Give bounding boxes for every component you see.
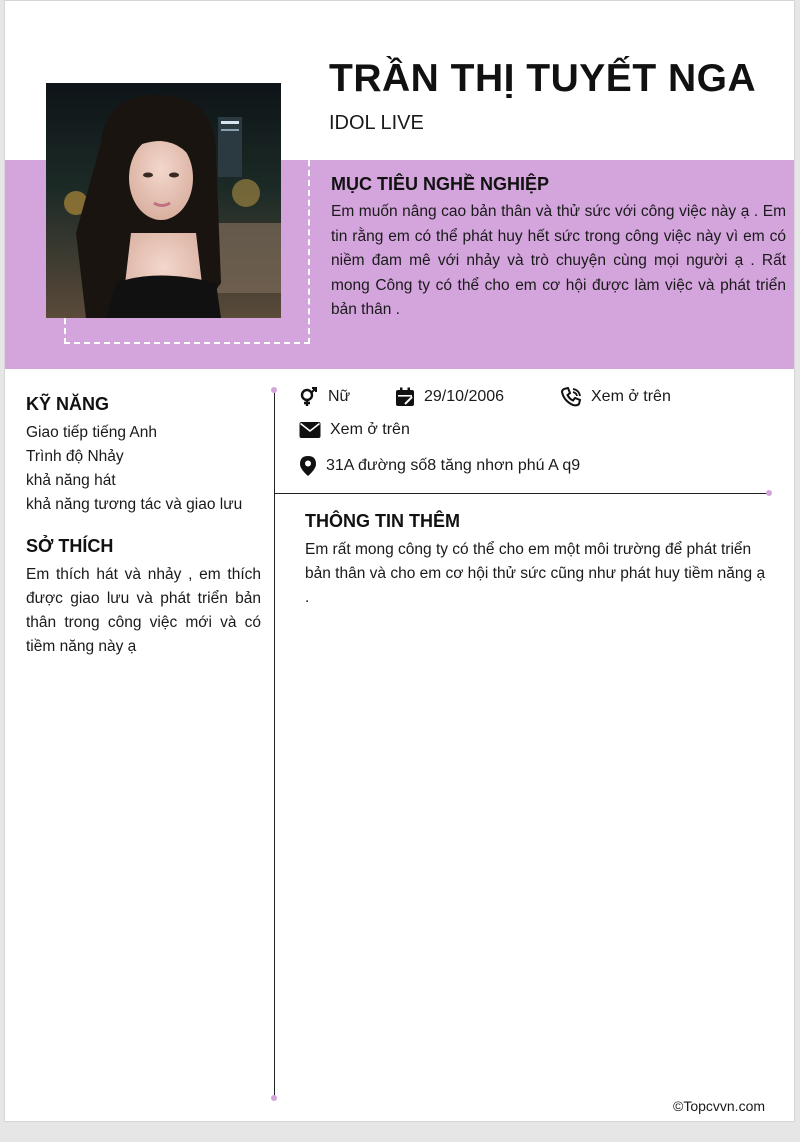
skill-item: khả năng hát <box>26 472 116 489</box>
email-value: Xem ở trên <box>330 421 410 438</box>
skills-title: KỸ NĂNG <box>26 394 110 414</box>
extra-info-title: THÔNG TIN THÊM <box>305 511 460 531</box>
birthday-row <box>395 387 504 407</box>
email-row <box>299 421 410 439</box>
candidate-role: IDOL LIVE <box>329 112 424 134</box>
email-icon <box>299 421 321 439</box>
extra-info-text: Em rất mong công ty có thể cho em một môi trường để phát triển bản thân và cho em cơ hội thử sức cũng như phát huy tiềm năng ạ . <box>305 541 766 606</box>
gender-value: Nữ <box>328 388 351 405</box>
phone-value: Xem ở trên <box>591 388 671 405</box>
cv-page <box>4 0 795 1122</box>
divider-dot <box>766 490 772 496</box>
timeline-dot-bottom <box>271 1095 277 1101</box>
objective-text: Em muốn nâng cao bản thân và thử sức với công việc này ạ . Em tin rằng em có thể phát huy hết sức trong công việc này vì em có niềm đam mê với nhảy và trò chuyện cùng mọi người ạ . Rất mong Công ty có thể cho em cơ hội được làm việc và phát triển bản thân . <box>331 203 786 318</box>
section-divider <box>275 493 769 494</box>
hobbies-title: SỞ THÍCH <box>26 536 114 556</box>
candidate-name: TRẦN THỊ TUYẾT NGA <box>329 57 757 100</box>
timeline-dot-top <box>271 387 277 393</box>
objective-title: MỤC TIÊU NGHỀ NGHIỆP <box>331 174 550 194</box>
gender-row <box>299 387 350 407</box>
hobbies-text: Em thích hát và nhảy , em thích được giao lưu và phát triển bản thân trong công việc mới và có tiềm năng này ạ <box>26 566 261 655</box>
calendar-icon <box>395 387 415 407</box>
skill-item: Trình độ Nhảy <box>26 448 124 465</box>
phone-row <box>561 387 671 407</box>
address-row <box>299 455 580 477</box>
skill-item: khả năng tương tác và giao lưu <box>26 496 243 513</box>
footer-credit: ©Topcvvn.com <box>673 1098 766 1114</box>
skill-item: Giao tiếp tiếng Anh <box>26 424 157 441</box>
location-icon <box>299 455 317 477</box>
gender-icon <box>299 387 319 407</box>
phone-icon <box>561 387 582 407</box>
birthday-value: 29/10/2006 <box>424 388 505 405</box>
profile-photo <box>46 83 281 318</box>
timeline-line <box>274 390 275 1098</box>
skills-list <box>26 421 242 517</box>
address-value: 31A đường số8 tăng nhơn phú A q9 <box>326 457 581 474</box>
